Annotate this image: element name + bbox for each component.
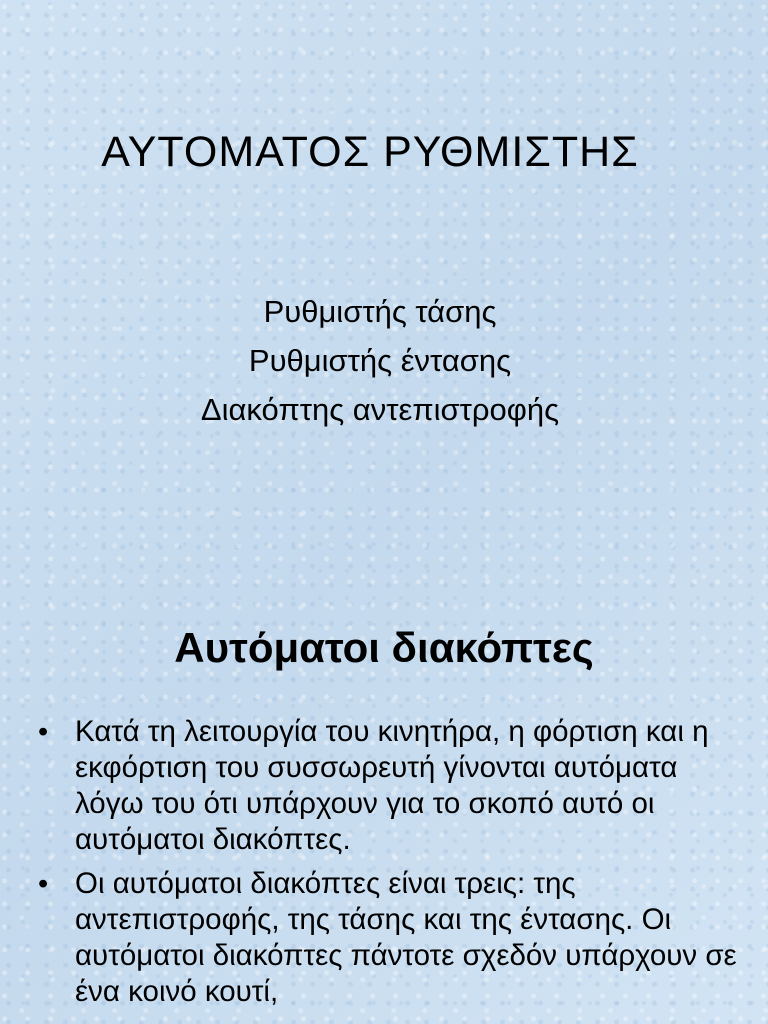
- bullet-text: Κατά τη λειτουργία του κινητήρα, η φόρτιση και η εκφόρτιση του συσσωρευτή γίνονται αυτόματα λόγω του ότι υπάρχουν για το σκοπό αυτό οι αυτόματοι διακόπτες.: [75, 715, 709, 856]
- bullet-list: [38, 714, 738, 1018]
- bullet-item: [38, 714, 738, 858]
- bullet-icon: •: [38, 716, 49, 748]
- bullet-item: [38, 866, 738, 1010]
- list-item: Ρυθμιστής έντασης: [248, 343, 512, 378]
- regulator-list: [0, 287, 760, 434]
- slide-title: Αυτόματοι διακόπτες: [174, 624, 594, 671]
- bullet-icon: •: [38, 868, 49, 900]
- list-item: Διακόπτης αντεπιστροφής: [200, 392, 560, 427]
- list-item: Ρυθμιστής τάσης: [263, 294, 497, 329]
- slide-automatic-switches: [0, 580, 768, 1024]
- slide-title: ΑΥΤΟΜΑΤΟΣ ΡΥΘΜΙΣΤΗΣ: [101, 128, 639, 176]
- bullet-text: Οι αυτόματοι διακόπτες είναι τρεις: της αντεπιστροφής, της τάσης και της έντασης. Οι αυτόματοι διακόπτες πάντοτε σχεδόν υπάρχουν σε ένα κοινό κουτί,: [75, 867, 737, 1008]
